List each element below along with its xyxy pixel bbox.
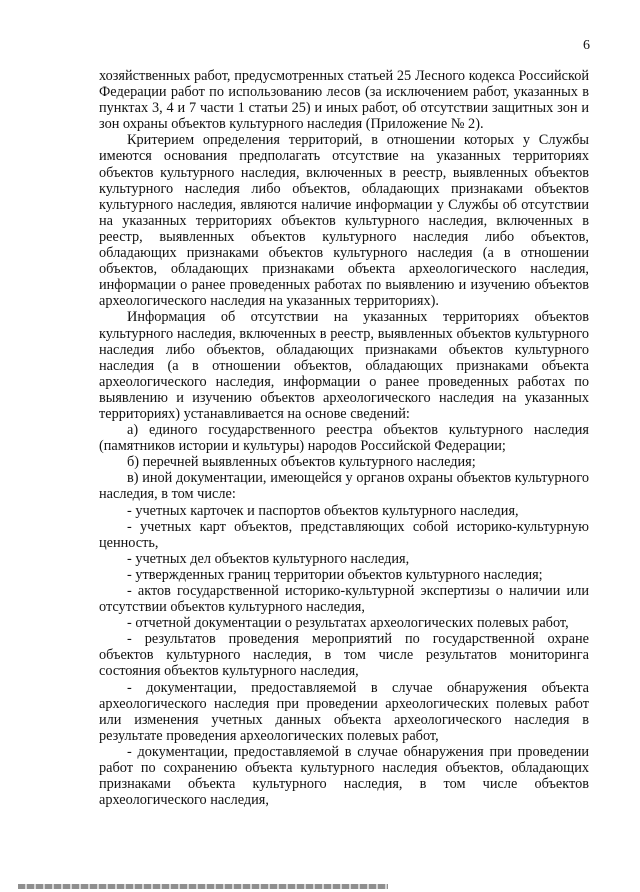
sublist-item: - учетных карточек и паспортов объектов культурного наследия, — [127, 502, 519, 519]
list-item-b: б) перечней выявленных объектов культурного наследия; — [127, 454, 476, 471]
sublist-item: - утвержденных границ территории объектов культурного наследия; — [127, 566, 543, 583]
paragraph-criterion: Критерием определения территорий, в отношении которых у Службы имеются основания предполагать отсутствие на указанных территориях объектов культурного наследия, включенных в реестр, выявленных объектов культурного наследия либо объектов, обладающих признаками объектов культурного наследия, являются наличие информации у Службы об отсутствии на указанных территориях объектов культурного наследия, включенных в реестр, выявленных объектов культурного наследия либо объектов, обладающих признаками объектов культурного наследия (а в отношении объектов, обладающих признаками объекта археологического наследия, информации о ранее проведенных работах по выявлению и изучению объектов археологического наследия на указанных территориях). — [99, 132, 589, 310]
list-item-c: в) иной документации, имеющейся у органов охраны объектов культурного наследия, в том числе: — [99, 470, 589, 503]
scan-edge-artifact — [18, 884, 388, 889]
sublist-item: - учетных дел объектов культурного наследия, — [127, 550, 410, 567]
paragraph-information-basis: Информация об отсутствии на указанных территориях объектов культурного наследия, включенных в реестр, выявленных объектов культурного наследия либо объектов, обладающих признаками объектов культурного наследия (а в отношении объектов, обладающих признаками объекта археологического наследия, информации о ранее проведенных работах по выявлению и изучению объектов археологического наследия на указанных территориях) устанавливается на основе сведений: — [99, 309, 589, 422]
sublist-item: - актов государственной историко-культурной экспертизы о наличии или отсутствии объектов культурного наследия, — [99, 583, 589, 616]
list-item-a: а) единого государственного реестра объектов культурного наследия (памятников истории и культуры) народов Российской Федерации; — [99, 422, 589, 455]
sublist-item: - документации, предоставляемой в случае обнаружения при проведении работ по сохранению объекта культурного наследия объектов, обладающих признаками объекта культурного наследия, в том числе объектов археологического наследия, — [99, 743, 589, 809]
sublist-item: - отчетной документации о результатах археологических полевых работ, — [127, 615, 569, 632]
page-number: 6 — [583, 38, 590, 53]
document-body — [99, 68, 589, 808]
sublist-item: - документации, предоставляемой в случае обнаружения объекта археологического наследия при проведении археологических полевых работ или изменения учетных данных объекта археологического наследия в результате проведения археологических полевых работ, — [99, 679, 589, 744]
sublist-item: - учетных карт объектов, представляющих собой историко-культурную ценность, — [99, 518, 589, 551]
sublist-item: - результатов проведения мероприятий по государственной охране объектов культурного наследия, в том числе результатов мониторинга состояния объектов культурного наследия, — [99, 631, 589, 680]
paragraph-continuation: хозяйственных работ, предусмотренных статьей 25 Лесного кодекса Российской Федерации работ по использованию лесов (за исключением работ, указанных в пунктах 3, 4 и 7 части 1 статьи 25) и иных работ, об отсутствии защитных зон и зон охраны объектов культурного наследия (Приложение № 2). — [99, 68, 589, 133]
